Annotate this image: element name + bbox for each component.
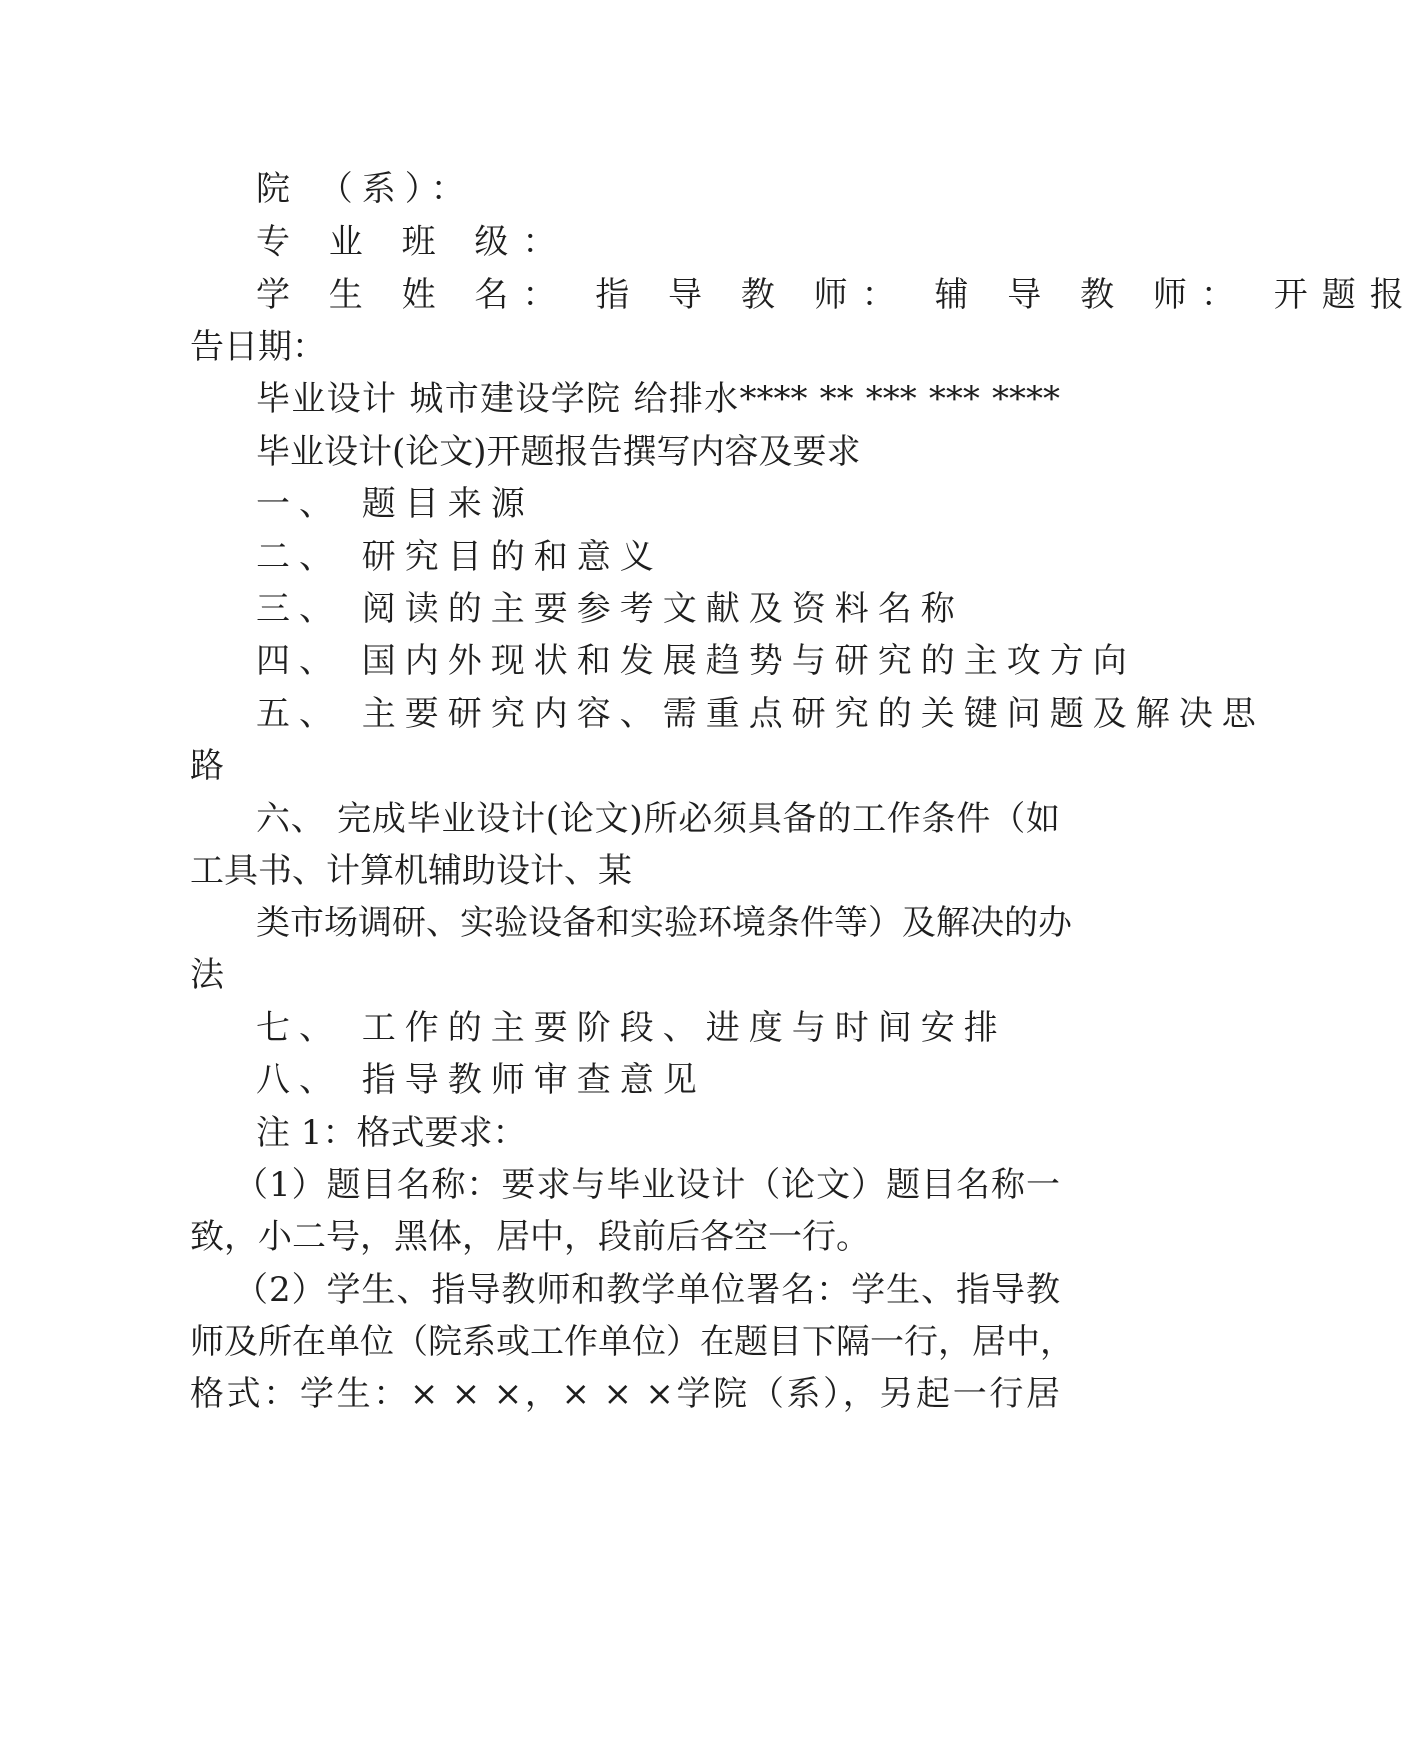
list-item-6-cont: 工具书、计算机辅助设计、某 — [190, 851, 632, 891]
note-item-2: （2）学生、指导教师和教学单位署名：学生、指导教 — [234, 1270, 1060, 1310]
list-item-6: 六、 完成毕业设计(论文)所必须具备的工作条件（如 — [256, 799, 1060, 839]
list-item-2: 二、 研究目的和意义 — [256, 537, 663, 577]
list-item-5-cont: 路 — [190, 746, 224, 786]
note-item-2-cont: 师及所在单位（院系或工作单位）在题目下隔一行，居中， — [190, 1322, 1074, 1362]
list-item-5: 五、 主要研究内容、需重点研究的关键问题及解决思 — [256, 694, 1265, 734]
line-department: 院 （系）： — [256, 169, 474, 209]
note-item-1-cont: 致，小二号，黑体，居中，段前后各空一行。 — [190, 1217, 870, 1257]
note-heading: 注 1：格式要求： — [256, 1113, 527, 1153]
line-names: 学 生 姓 名： 指 导 教 师： 辅 导 教 师： 开题报 — [256, 275, 1418, 315]
list-item-6-cont-2: 类市场调研、实验设备和实验环境条件等）及解决的办 — [256, 903, 1072, 943]
list-item-6-cont-3: 法 — [190, 955, 224, 995]
list-item-4: 四、 国内外现状和发展趋势与研究的主攻方向 — [256, 641, 1136, 681]
list-item-1: 一、 题目来源 — [256, 484, 534, 524]
line-doc-title: 毕业设计(论文)开题报告撰写内容及要求 — [256, 432, 861, 472]
list-item-3: 三、 阅读的主要参考文献及资料名称 — [256, 589, 964, 629]
list-item-7: 七、 工作的主要阶段、进度与时间安排 — [256, 1008, 1007, 1048]
list-item-8: 八、 指导教师审查意见 — [256, 1060, 706, 1100]
line-school-info: 毕业设计 城市建设学院 给排水**** ** *** *** **** — [256, 379, 1060, 419]
note-item-1: （1）题目名称：要求与毕业设计（论文）题目名称一 — [234, 1165, 1060, 1205]
line-major-class: 专 业 班 级： — [256, 222, 571, 262]
note-item-2-cont-2: 格式：学生：× × ×，× × ×学院（系），另起一行居 — [190, 1374, 1060, 1414]
line-report-date: 告日期： — [190, 327, 326, 367]
